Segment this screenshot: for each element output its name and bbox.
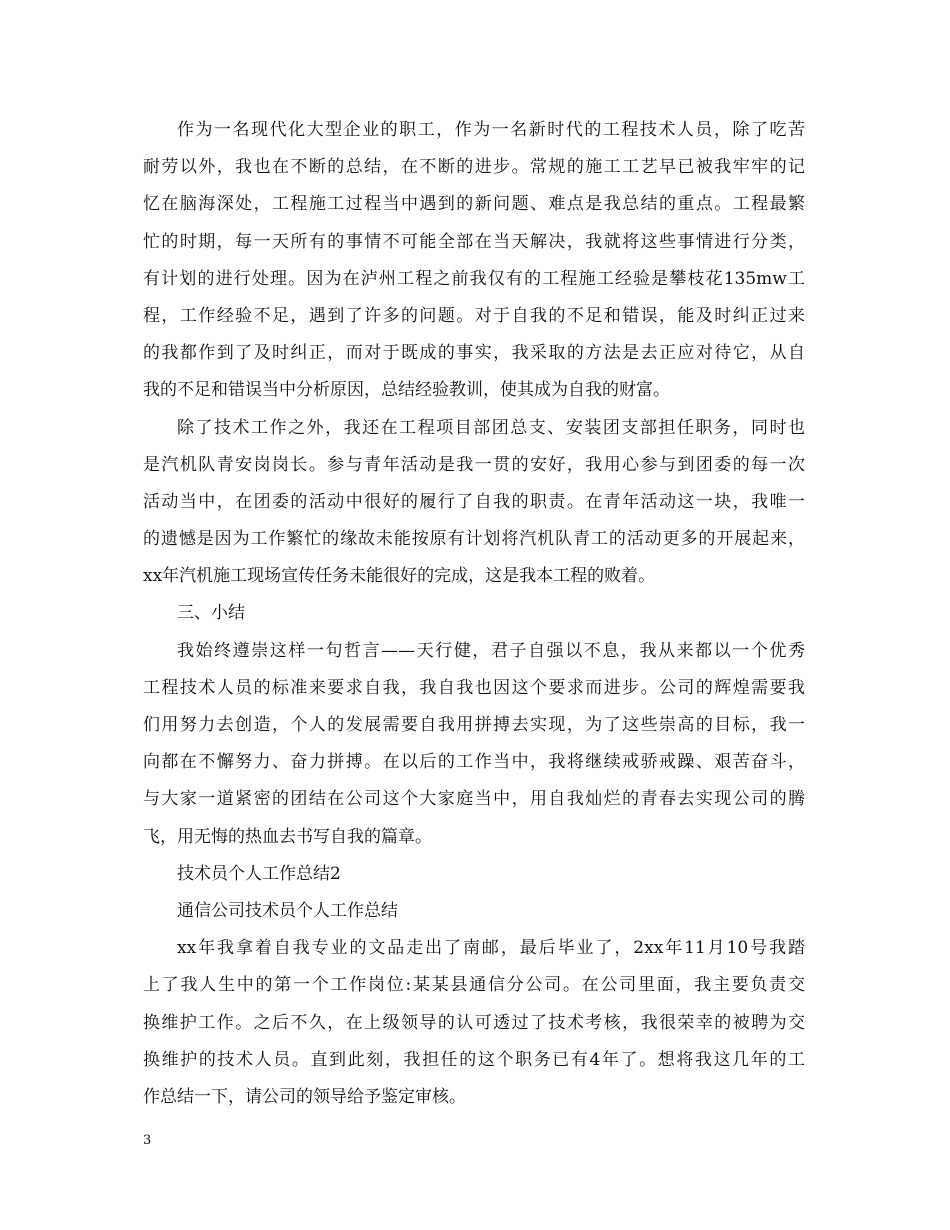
text-line: 活动当中，在团委的活动中很好的履行了自我的职责。在青年活动这一块，我唯一: [143, 491, 805, 512]
paragraph-self-summary: [143, 112, 805, 410]
text-line: 飞，用无悔的热血去书写自我的篇章。: [143, 826, 432, 847]
text-line: 忙的时期，每一天所有的事情不可能全部在当天解决，我就将这些事情进行分类，: [143, 231, 805, 252]
paragraph-youth-work: [143, 410, 805, 596]
text-line: 们用努力去创造，个人的发展需要自我用拼搏去实现，为了这些崇高的目标，我一: [143, 715, 805, 735]
text-line: 除了技术工作之外，我还在工程项目部团总支、安装团支部担任职务，同时也: [177, 417, 805, 438]
text-line: 程，工作经验不足，遇到了许多的问题。对于自我的不足和错误，能及时纠正过来: [143, 305, 805, 326]
paragraph-telecom-intro: [143, 930, 805, 1116]
text-line: 我的不足和错误当中分析原因，总结经验教训，使其成为自我的财富。: [143, 380, 670, 401]
text-line: 作为一名现代化大型企业的职工，作为一名新时代的工程技术人员，除了吃苦: [177, 120, 805, 140]
text-line: 与大家一道紧密的团结在公司这个大家庭当中，用自我灿烂的青春去实现公司的腾: [143, 789, 805, 810]
text-line: 耐劳以外，我也在不断的总结，在不断的进步。常规的施工工艺早已被我牢牢的记: [143, 157, 805, 178]
text-line: 换维护的技术人员。直到此刻，我担任的这个职务已有4年了。想将我这几年的工: [143, 1049, 805, 1070]
text-line: 工程技术人员的标准来要求自我，我自我也因这个要求而进步。公司的辉煌需要我: [143, 677, 805, 698]
paragraph-conclusion: [143, 633, 805, 856]
heading-summary-2: [143, 856, 805, 893]
section-heading: 技术员个人工作总结2: [177, 863, 341, 884]
text-line: 作总结一下，请公司的领导给予鉴定审核。: [143, 1086, 466, 1107]
text-line: 换维护工作。之后不久，在上级领导的认可透过了技术考核，我很荣幸的被聘为交: [143, 1012, 805, 1033]
text-line: 上了我人生中的第一个工作岗位:某某县通信分公司。在公司里面，我主要负责交: [143, 975, 805, 996]
section-heading: 三、小结: [177, 603, 245, 624]
text-line: 的我都作到了及时纠正，而对于既成的事实，我采取的方法是去正应对待它，从自: [143, 343, 805, 364]
section-heading: 通信公司技术员个人工作总结: [177, 900, 398, 921]
text-line: xx年我拿着自我专业的文品走出了南邮，最后毕业了，2xx年11月10号我踏: [177, 938, 805, 959]
text-line: 有计划的进行处理。因为在泸州工程之前我仅有的工程施工经验是攀枝花135mw工: [143, 268, 805, 289]
document-body: [143, 112, 805, 1116]
text-line: 向都在不懈努力、奋力拼搏。在以后的工作当中，我将继续戒骄戒躁、艰苦奋斗，: [143, 752, 805, 773]
text-line: 我始终遵崇这样一句哲言——天行健，君子自强以不息，我从来都以一个优秀: [177, 640, 805, 661]
text-line: xx年汽机施工现场宣传任务未能很好的完成，这是我本工程的败着。: [143, 566, 656, 587]
heading-summary: [143, 595, 805, 632]
heading-telecom-summary: [143, 893, 805, 930]
page-number: 3: [143, 1133, 152, 1148]
text-line: 的遗憾是因为工作繁忙的缘故未能按原有计划将汽机队青工的活动更多的开展起来，: [143, 529, 805, 550]
text-line: 是汽机队青安岗岗长。参与青年活动是我一贯的安好，我用心参与到团委的每一次: [143, 454, 805, 475]
text-line: 忆在脑海深处，工程施工过程当中遇到的新问题、难点是我总结的重点。工程最繁: [143, 194, 805, 215]
